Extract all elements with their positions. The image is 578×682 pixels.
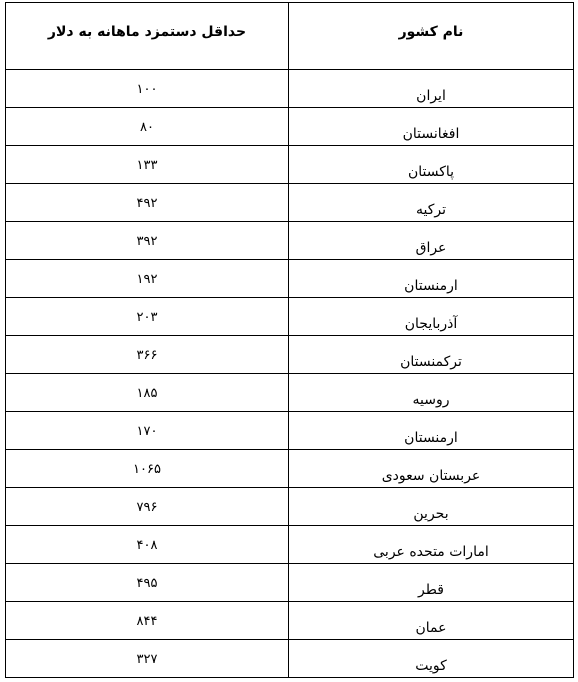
country-name: عمان [415, 620, 447, 636]
wage-value: ۲۰۳ [136, 310, 158, 325]
country-name: ترکمنستان [400, 354, 462, 370]
wage-value: ۳۶۶ [136, 348, 158, 363]
table-row [6, 298, 574, 336]
country-cell [289, 412, 574, 450]
wage-cell [6, 70, 289, 108]
country-name: پاکستان [407, 164, 455, 180]
wage-cell [6, 526, 289, 564]
table-row [6, 184, 574, 222]
country-cell [289, 70, 574, 108]
header-wage [6, 3, 289, 70]
wage-cell [6, 412, 289, 450]
country-cell [289, 374, 574, 412]
header-row [6, 3, 574, 70]
table-body [6, 70, 574, 678]
country-cell [289, 108, 574, 146]
table-row [6, 146, 574, 184]
wage-value: ۱۸۵ [136, 386, 158, 401]
table-row [6, 602, 574, 640]
country-cell [289, 640, 574, 678]
table-row [6, 336, 574, 374]
wage-cell [6, 184, 289, 222]
country-name: آذربایجان [404, 316, 458, 332]
country-name: روسیه [412, 392, 450, 408]
wage-cell [6, 640, 289, 678]
country-cell [289, 564, 574, 602]
wage-cell [6, 450, 289, 488]
wage-value: ۴۹۵ [136, 576, 158, 591]
wage-value: ۱۹۲ [136, 272, 158, 287]
country-cell [289, 260, 574, 298]
country-cell [289, 336, 574, 374]
wage-value: ۴۰۸ [136, 538, 158, 553]
wage-cell [6, 222, 289, 260]
wage-value: ۱۷۰ [136, 424, 158, 439]
table-row [6, 374, 574, 412]
header-country [289, 3, 574, 70]
wage-value: ۸۴۴ [136, 614, 158, 629]
minimum-wage-table [5, 2, 574, 678]
wage-cell [6, 260, 289, 298]
country-cell [289, 602, 574, 640]
country-name: افغانستان [402, 126, 460, 142]
country-name: امارات متحده عربی [373, 544, 489, 560]
wage-value: ۷۹۶ [136, 500, 158, 515]
country-cell [289, 184, 574, 222]
country-name: بحرین [413, 506, 449, 522]
wage-cell [6, 488, 289, 526]
wage-value: ۴۹۲ [136, 196, 158, 211]
country-cell [289, 222, 574, 260]
table-row [6, 260, 574, 298]
wage-cell [6, 374, 289, 412]
wage-value: ۳۹۲ [136, 234, 158, 249]
table-row [6, 222, 574, 260]
country-cell [289, 450, 574, 488]
wage-value: ۱۰۰ [136, 82, 158, 97]
country-name: کویت [415, 658, 447, 674]
country-name: قطر [418, 582, 444, 598]
wage-cell [6, 146, 289, 184]
country-name: ارمنستان [404, 278, 458, 294]
wage-value: ۳۲۷ [136, 652, 158, 667]
header-wage-label: حداقل دستمزد ماهانه به دلار [47, 24, 247, 40]
country-name: عراق [415, 240, 447, 256]
table-row [6, 108, 574, 146]
header-country-label: نام کشور [398, 24, 464, 40]
wage-value: ۸۰ [140, 120, 154, 135]
wage-value: ۱۳۳ [136, 158, 158, 173]
country-name: ایران [416, 88, 446, 104]
table-row [6, 526, 574, 564]
country-cell [289, 526, 574, 564]
wage-cell [6, 298, 289, 336]
table-row [6, 412, 574, 450]
country-cell [289, 488, 574, 526]
wage-cell [6, 602, 289, 640]
wage-cell [6, 336, 289, 374]
wage-value: ۱۰۶۵ [133, 462, 161, 477]
country-name: ارمنستان [404, 430, 458, 446]
table-row [6, 640, 574, 678]
wage-cell [6, 108, 289, 146]
country-name: ترکیه [415, 202, 447, 218]
table-row [6, 488, 574, 526]
wage-table-container [5, 2, 573, 678]
country-cell [289, 146, 574, 184]
country-name: عربستان سعودی [381, 468, 481, 484]
table-row [6, 450, 574, 488]
wage-cell [6, 564, 289, 602]
table-row [6, 564, 574, 602]
table-row [6, 70, 574, 108]
country-cell [289, 298, 574, 336]
